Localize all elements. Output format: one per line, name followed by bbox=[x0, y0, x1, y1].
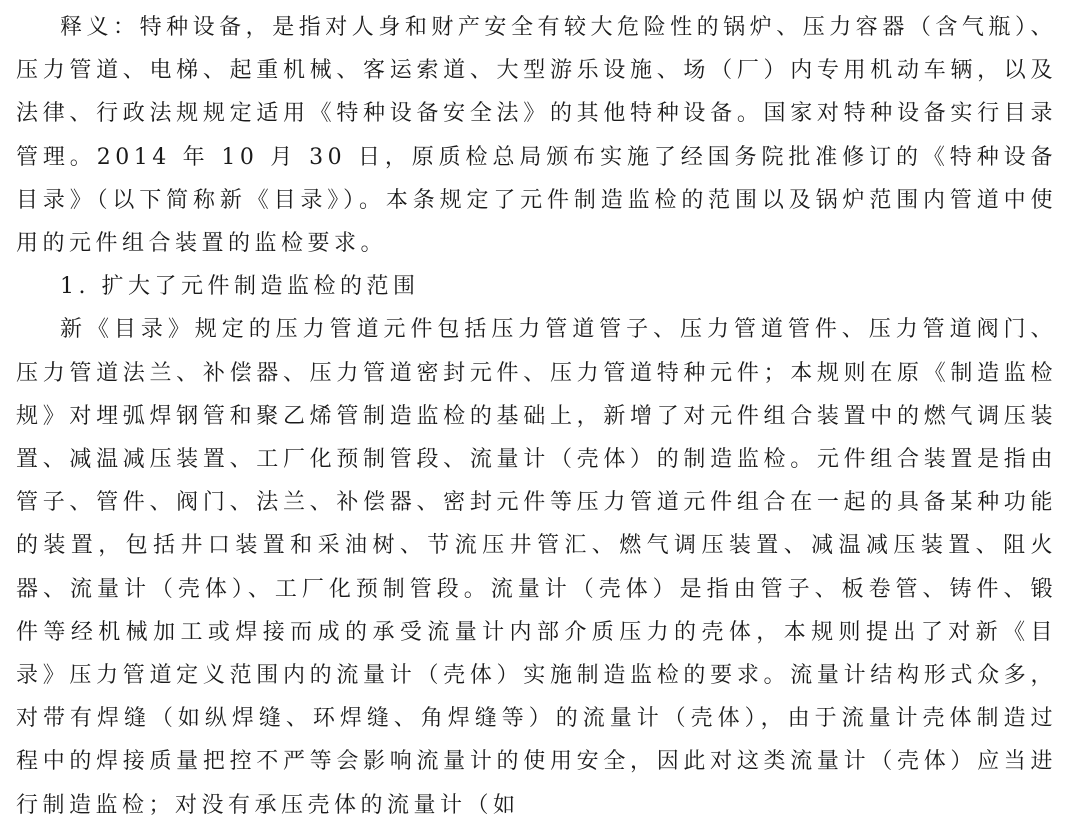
paragraph-definition: 释义：特种设备，是指对人身和财产安全有较大危险性的锅炉、压力容器（含气瓶）、压力管道、电梯、起重机械、客运索道、大型游乐设施、场（厂）内专用机动车辆，以及法律、行政法规规定适用《特种设备安全法》的其他特种设备。国家对特种设备实行目录管理。2014 年 10 月 30 日，原质检总局颁布实施了经国务院批准修订的《特种设备目录》（以下简称新《目录》）。本条规定了元件制造监检的范围以及锅炉范围内管道中使用的元件组合装置的监检要求。 bbox=[16, 15, 1057, 257]
paragraph-scope-detail: 新《目录》规定的压力管道元件包括压力管道管子、压力管道管件、压力管道阀门、压力管道法兰、补偿器、压力管道密封元件、压力管道特种元件；本规则在原《制造监检规》对埋弧焊钢管和聚乙烯管制造监检的基础上，新增了对元件组合装置中的燃气调压装置、减温减压装置、工厂化预制管段、流量计（壳体）的制造监检。元件组合装置是指由管子、管件、阀门、法兰、补偿器、密封元件等压力管道元件组合在一起的具备某种功能的装置，包括井口装置和采油树、节流压井管汇、燃气调压装置、减温减压装置、阻火器、流量计（壳体）、工厂化预制管段。流量计（壳体）是指由管子、板卷管、铸件、锻件等经机械加工或焊接而成的承受流量计内部介质压力的壳体，本规则提出了对新《目录》压力管道定义范围内的流量计（壳体）实施制造监检的要求。流量计结构形式众多，对带有焊缝（如纵焊缝、环焊缝、角焊缝等）的流量计（壳体），由于流量计壳体制造过程中的焊接质量把控不严等会影响流量计的使用安全，因此对这类流量计（壳体）应当进行制造监检；对没有承压壳体的流量计（如 bbox=[16, 317, 1057, 818]
section-heading-scope: 1. 扩大了元件制造监检的范围 bbox=[60, 274, 420, 300]
